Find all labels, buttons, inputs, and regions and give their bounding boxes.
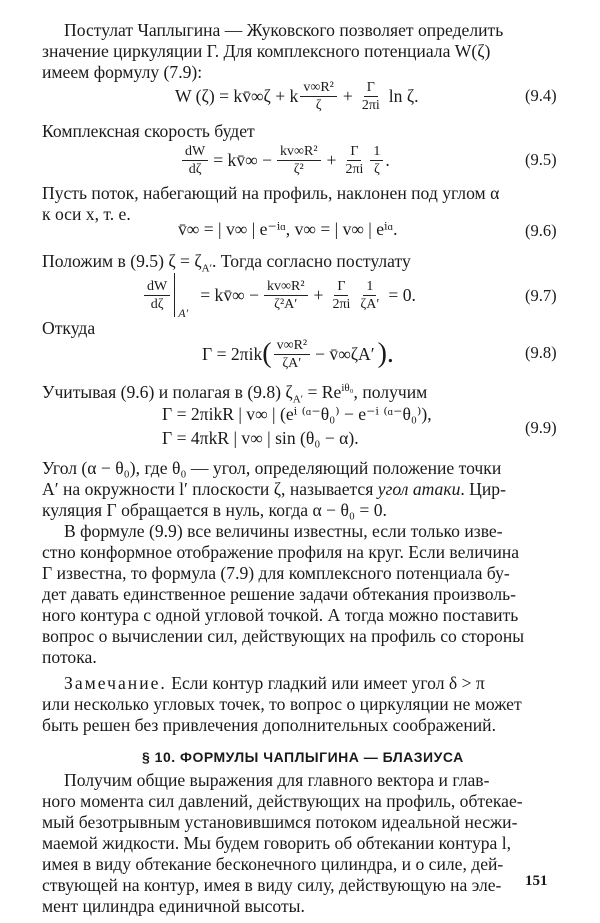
fraction-denominator: dζ <box>150 296 164 312</box>
fraction-numerator: 1 <box>363 278 376 296</box>
evaluation-bar <box>174 273 197 320</box>
equation-9-7 <box>142 272 416 318</box>
fraction <box>359 79 383 114</box>
subscript: A′ <box>292 393 304 406</box>
equation-term: = 0. <box>388 284 416 305</box>
equation-number: (9.4) <box>525 86 557 105</box>
evaluation-point: A′ <box>178 306 189 320</box>
text-line: или несколько угловых точек, то вопрос о циркуляции не может <box>42 694 522 714</box>
fraction-denominator: ζ² <box>293 161 304 177</box>
equation-term: = kv̄∞ − <box>213 149 272 170</box>
text-segment: A′ на окружности l′ плоскости ζ, называется <box>42 479 378 499</box>
equation-9-8 <box>202 331 394 377</box>
fraction <box>144 278 170 313</box>
fraction <box>329 278 353 313</box>
fraction-numerator: kv∞R² <box>277 143 321 161</box>
text-line: имеем формулу (7.9): <box>42 62 203 82</box>
fraction-numerator: v∞R² <box>274 337 311 355</box>
fraction <box>264 278 308 313</box>
equation-9-6: v̄∞ = | v∞ | e⁻ⁱᵅ, v∞ = | v∞ | eⁱᵅ. <box>178 219 398 239</box>
text-line: ного контура с одной угловой точкой. А тогда можно поставить <box>42 605 519 625</box>
text-line: стно конформное отображение профиля на круг. Если величина <box>42 542 520 562</box>
text-line: значение циркуляции Γ. Для комплексного потенциала W(ζ) <box>42 41 491 61</box>
fraction <box>357 278 382 313</box>
equation-operator: + <box>326 149 337 170</box>
fraction-numerator: 1 <box>370 143 383 161</box>
equation-term: = kv̄∞ − <box>200 284 259 305</box>
equation-number: (9.6) <box>525 221 557 240</box>
fraction <box>182 143 208 178</box>
equation-term: . <box>385 149 390 170</box>
fraction-numerator: dW <box>182 143 208 161</box>
equation-term: Γ = 2πik <box>202 343 263 364</box>
equation-9-5 <box>180 138 390 182</box>
fraction-denominator: ζ <box>315 97 322 113</box>
text-line: быть решен без привлечения дополнительных соображений. <box>42 715 496 735</box>
fraction-denominator: dζ <box>188 161 202 177</box>
fraction-numerator: Γ <box>364 79 378 97</box>
fraction-numerator: Γ <box>334 278 348 296</box>
text-line: маемой жидкости. Мы будем говорить об обтекании контура l, <box>42 833 512 853</box>
paren: ( <box>262 338 272 369</box>
equation-number: (9.7) <box>525 286 557 305</box>
fraction-denominator: 2πi <box>345 161 364 177</box>
text-line: Угол (α − θ₀), где θ₀ — угол, определяющий положение точки <box>42 458 502 478</box>
equation-9-9-line2: Γ = 4πkR | v∞ | sin (θ₀ − α). <box>162 428 359 448</box>
superscript: iθ₀ <box>341 382 354 394</box>
text-line: Пусть поток, набегающий на профиль, наклонен под углом α <box>42 183 500 203</box>
equation-9-9-line1: Γ = 2πikR | v∞ | (eⁱ ⁽ᵅ⁻θ₀⁾ − e⁻ⁱ ⁽ᵅ⁻θ₀⁾), <box>162 404 432 424</box>
equation-number: (9.8) <box>525 343 557 362</box>
text-line: В формуле (9.9) все величины известны, если только изве- <box>64 521 503 541</box>
fraction-denominator: ζ²A′ <box>274 296 298 312</box>
fraction <box>274 337 311 372</box>
page-number: 151 <box>525 873 548 889</box>
equation-term: W (ζ) = kv̄∞ζ + k <box>175 85 299 106</box>
text-line: Откуда <box>42 318 96 338</box>
fraction-denominator: 2πi <box>361 97 380 113</box>
text-segment: Учитывая (9.6) и полагая в (9.8) ζ <box>42 381 293 402</box>
emphasis-term: угол атаки <box>377 479 461 499</box>
text-segment: Положим в (9.5) ζ = ζ <box>42 251 202 271</box>
fraction <box>342 143 366 178</box>
fraction-numerator: v∞R² <box>300 79 337 97</box>
text-line: Γ известна, то формула (7.9) для комплексного потенциала бу- <box>42 563 510 583</box>
text-line: потока. <box>42 647 97 667</box>
text-line: Получим общие выражения для главного вектора и глав- <box>64 770 490 790</box>
equation-number: (9.5) <box>525 150 557 169</box>
text-line: имея в виду обтекание бесконечного цилиндра, и о силе, дей- <box>42 854 504 874</box>
fraction-denominator: 2πi <box>332 296 351 312</box>
equation-operator: + <box>313 284 324 305</box>
text-line: мент цилиндра единичной высоты. <box>42 896 305 916</box>
text-line: Комплексная скорость будет <box>42 121 255 141</box>
section-heading: § 10. ФОРМУЛЫ ЧАПЛЫГИНА — БЛАЗИУСА <box>142 749 464 765</box>
paren: ). <box>377 338 394 369</box>
equation-number: (9.9) <box>525 418 557 437</box>
text-line: ствующей на контур, имея в виду силу, действующую на эле- <box>42 875 502 895</box>
text-line: дет давать единственное решение задачи обтекания произволь- <box>42 584 516 604</box>
equation-9-4 <box>175 74 419 118</box>
text-line: вопрос о вычислении сил, действующих на профиль со стороны <box>42 626 525 646</box>
equation-operator: + <box>342 85 353 106</box>
text-line: к оси x, т. е. <box>42 204 131 224</box>
fraction <box>300 79 337 114</box>
text-segment: = Re <box>303 381 342 402</box>
text-segment: . Цир- <box>460 479 506 499</box>
fraction-denominator: ζA′ <box>360 296 380 312</box>
text-line: Постулат Чаплыгина — Жуковского позволяет определить <box>64 20 504 40</box>
equation-term: − v̄∞ζA′ <box>315 343 375 364</box>
text-line: мый безотрывным установившимся потоком идеальной несжи- <box>42 812 518 832</box>
text-segment: . Тогда согласно постулату <box>211 251 411 271</box>
text-segment: , получим <box>353 381 428 402</box>
fraction <box>277 143 321 178</box>
equation-term: ln ζ. <box>388 85 419 106</box>
remark-label: Замечание. <box>64 673 167 693</box>
fraction-denominator: ζ <box>374 161 380 177</box>
fraction-numerator: dW <box>144 278 170 296</box>
text-line <box>42 479 506 500</box>
text-line: куляция Γ обращается в нуль, когда α − θ₀ = 0. <box>42 500 387 520</box>
text-line: ного момента сил давлений, действующих на профиль, обтекае- <box>42 791 523 811</box>
fraction-numerator: Γ <box>347 143 361 161</box>
text-segment: Если контур гладкий или имеет угол δ > π <box>166 673 485 693</box>
fraction <box>370 143 383 178</box>
text-line <box>64 673 485 694</box>
fraction-numerator: kv∞R² <box>264 278 308 296</box>
subscript: A′ <box>201 262 212 275</box>
fraction-denominator: ζA′ <box>282 355 302 371</box>
